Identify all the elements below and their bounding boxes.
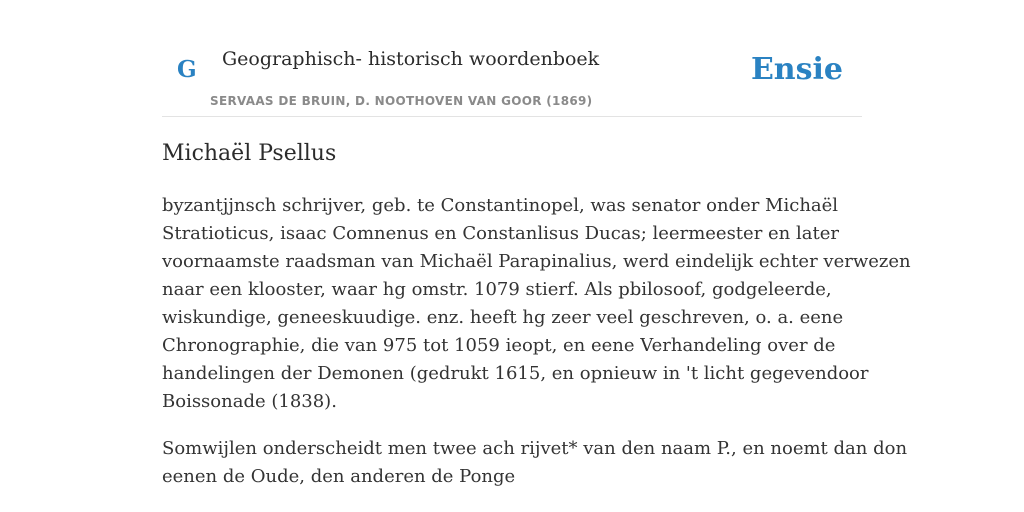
entry-paragraph-2	[162, 435, 908, 491]
text-line: voornaamste raadsman van Michaël Parapinalius, werd eindelijk echter verwezen	[162, 251, 911, 272]
text-line: eenen de Oude, den anderen de Ponge	[162, 466, 516, 487]
text-line: Boissonade (1838).	[162, 391, 337, 412]
book-letter-icon[interactable]: G	[177, 56, 197, 83]
entry-body	[162, 192, 911, 510]
text-line: byzantjjnsch schrijver, geb. te Constantinopel, was senator onder Michaël	[162, 195, 839, 216]
entry-paragraph-1	[162, 192, 911, 416]
ensie-logo-link[interactable]: Ensie	[750, 52, 843, 87]
text-line: Somwijlen onderscheidt men twee ach rijvet* van den naam P., en noemt dan don	[162, 438, 908, 459]
text-line: Chronographie, die van 975 tot 1059 ieopt, en eene Verhandeling over de	[162, 335, 836, 356]
book-header	[162, 40, 862, 117]
text-line: handelingen der Demonen (gedrukt 1615, en opnieuw in 't licht gegevendoor	[162, 363, 869, 384]
entry-title: Michaël Psellus	[162, 141, 337, 166]
text-line: naar een klooster, waar hg omstr. 1079 stierf. Als pbilosoof, godgeleerde,	[162, 279, 832, 300]
text-line: Stratioticus, isaac Comnenus en Constanlisus Ducas; leermeester en later	[162, 223, 839, 244]
text-line: wiskundige, geneeskuudige. enz. heeft hg zeer veel geschreven, o. a. eene	[162, 307, 844, 328]
book-author: SERVAAS DE BRUIN, D. NOOTHOVEN VAN GOOR (1869)	[210, 94, 593, 108]
book-title-link[interactable]: Geographisch- historisch woordenboek	[222, 48, 600, 70]
